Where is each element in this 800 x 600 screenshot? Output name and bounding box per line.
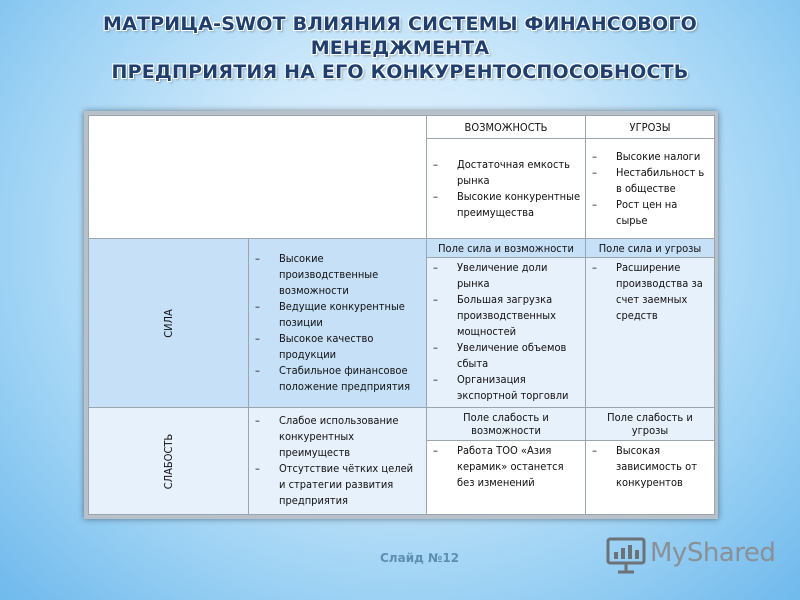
so-field-header: Поле сила и возможности [427,239,586,258]
list-item: – Работа ТОО «Азия керамик» останется без изменений [431,443,581,491]
threats-header: УГРОЗЫ [586,116,715,139]
slide-number: Слайд №12 [380,551,460,565]
opportunities-cell [427,139,586,239]
so-field-cell [427,258,586,408]
strengths-cell [249,239,427,408]
st-field-header: Поле сила и угрозы [586,239,715,258]
list-item: – Высокие производственные возможности [253,251,422,299]
myshared-logo [604,536,774,574]
logo-text: MyShared [650,538,776,568]
so-items-list [431,260,581,404]
list-item: – Слабое использование конкурентных преимуществ [253,413,422,461]
list-item: – Нестабильност ь в обществе [590,165,710,197]
wt-items-list [590,443,710,491]
list-item: – Высокое качество продукции [253,331,422,363]
opportunities-header: ВОЗМОЖНОСТЬ [427,116,586,139]
wo-items-list [431,443,581,491]
empty-corner-cell [89,116,427,239]
threats-cell [586,139,715,239]
list-item: – Высокие налоги [590,149,710,165]
st-field-cell [586,258,715,408]
list-item: – Увеличение доли рынка [431,260,581,292]
strength-row-header [89,239,249,408]
list-item: – Большая загрузка производственных мощностей [431,292,581,340]
swot-matrix-table [88,115,715,515]
wo-field-header: Поле слабость и возможности [427,408,586,441]
weaknesses-list [253,413,422,509]
swot-matrix-frame [84,111,718,519]
strength-label: СИЛА [162,308,175,338]
title-line-1: МАТРИЦА-SWOT ВЛИЯНИЯ СИСТЕМЫ ФИНАНСОВОГО МЕНЕДЖМЕНТА [102,13,697,59]
list-item: – Увеличение объемов сбыта [431,340,581,372]
wo-field-cell [427,441,586,515]
presentation-board-icon [604,536,648,574]
list-item: – Достаточная емкость рынка [431,157,581,189]
list-item: – Высокая зависимость от конкурентов [590,443,710,491]
slide-title [40,12,760,84]
list-item: – Расширение производства за счет заемных средств [590,260,710,324]
list-item: – Ведущие конкурентные позиции [253,299,422,331]
list-item: – Стабильное финансовое положение предприятия [253,363,422,395]
st-items-list [590,260,710,324]
list-item: – Организация экспортной торговли [431,372,581,404]
title-line-2: ПРЕДПРИЯТИЯ НА ЕГО КОНКУРЕНТОСПОСОБНОСТЬ [111,61,689,83]
strengths-list [253,251,422,395]
list-item: – Отсутствие чётких целей и стратегии развития предприятия [253,461,422,509]
weakness-row-header [89,408,249,515]
weaknesses-cell [249,408,427,515]
wt-field-header: Поле слабость и угрозы [586,408,715,441]
list-item: – Рост цен на сырье [590,197,710,229]
list-item: – Высокие конкурентные преимущества [431,189,581,221]
threats-list [590,149,710,229]
wt-field-cell [586,441,715,515]
weakness-label: СЛАБОСТЬ [161,433,175,489]
opportunities-list [431,157,581,221]
